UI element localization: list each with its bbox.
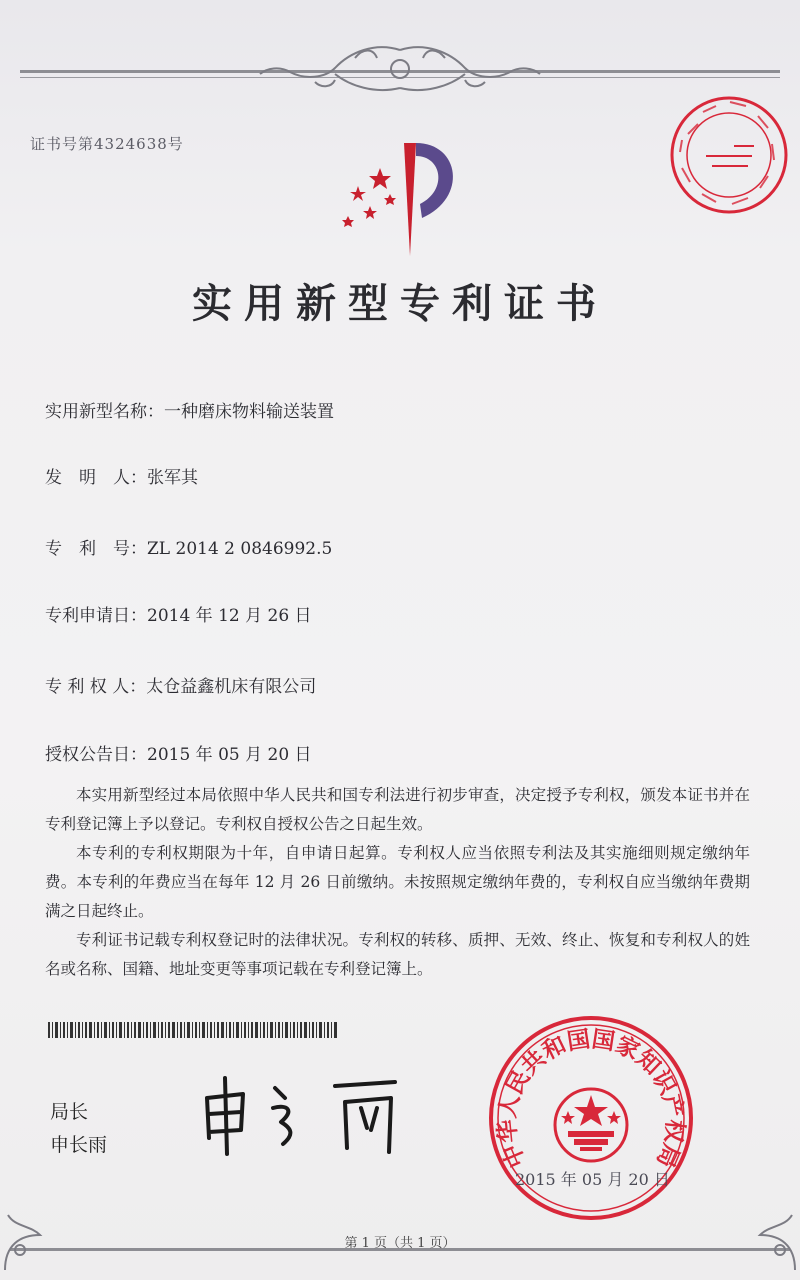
registration-seal-icon	[668, 94, 790, 216]
field-utility-model-name	[45, 397, 334, 422]
field-value: 2015 年 05 月 20 日	[147, 745, 312, 765]
page-number: 第 1 页（共 1 页）	[344, 1236, 456, 1251]
seal-date: 2015 年 05 月 20 日	[515, 1170, 670, 1189]
seal-text: 中华人民共和国国家知识产权局	[494, 1026, 688, 1172]
barcode-icon	[48, 1022, 338, 1038]
field-label: 专 利 号：	[45, 539, 147, 559]
body-paragraph: 专利证书记载专利权登记时的法律状况。专利权的转移、质押、无效、终止、恢复和专利权人的姓名或名称、国籍、地址变更等事项记载在专利登记簿上。	[45, 931, 750, 978]
certificate-number: 证书号第4324638号	[30, 135, 184, 153]
field-value: 2014 年 12 月 26 日	[147, 606, 312, 626]
field-label: 专 利 权 人：	[45, 677, 147, 697]
field-inventor	[45, 463, 198, 488]
certificate-title: 实用新型专利证书	[192, 281, 608, 327]
field-grant-announcement-date	[45, 740, 312, 765]
handwritten-signature-icon	[195, 1068, 435, 1158]
signatory-name: 申长雨	[50, 1134, 108, 1156]
office-seal-icon	[488, 1015, 694, 1221]
field-label: 发 明 人：	[45, 468, 147, 488]
field-value: ZL 2014 2 0846992.5	[147, 539, 333, 559]
signatory-role: 局长	[50, 1101, 89, 1123]
certificate-body	[45, 781, 750, 984]
field-value: 一种磨床物料输送装置	[164, 402, 334, 422]
field-label: 专利申请日：	[45, 606, 147, 626]
field-value: 太仓益鑫机床有限公司	[146, 677, 317, 697]
field-label: 实用新型名称：	[45, 402, 164, 422]
top-ornament-icon	[255, 38, 545, 98]
field-patent-number	[45, 534, 332, 559]
field-value: 张军其	[147, 468, 198, 488]
field-patentee	[45, 672, 316, 697]
body-paragraph: 本实用新型经过本局依照中华人民共和国专利法进行初步审查，决定授予专利权，颁发本证书并在专利登记簿上予以登记。专利权自授权公告之日起生效。	[45, 786, 750, 833]
field-application-date	[45, 601, 312, 626]
patent-office-logo-icon	[330, 138, 470, 258]
field-label: 授权公告日：	[45, 745, 147, 765]
body-paragraph: 本专利的专利权期限为十年，自申请日起算。专利权人应当依照专利法及其实施细则规定缴纳年费。本专利的年费应当在每年 12 月 26 日前缴纳。未按照规定缴纳年费的，专利权自应当缴纳年费期满之日起终止。	[45, 844, 750, 920]
